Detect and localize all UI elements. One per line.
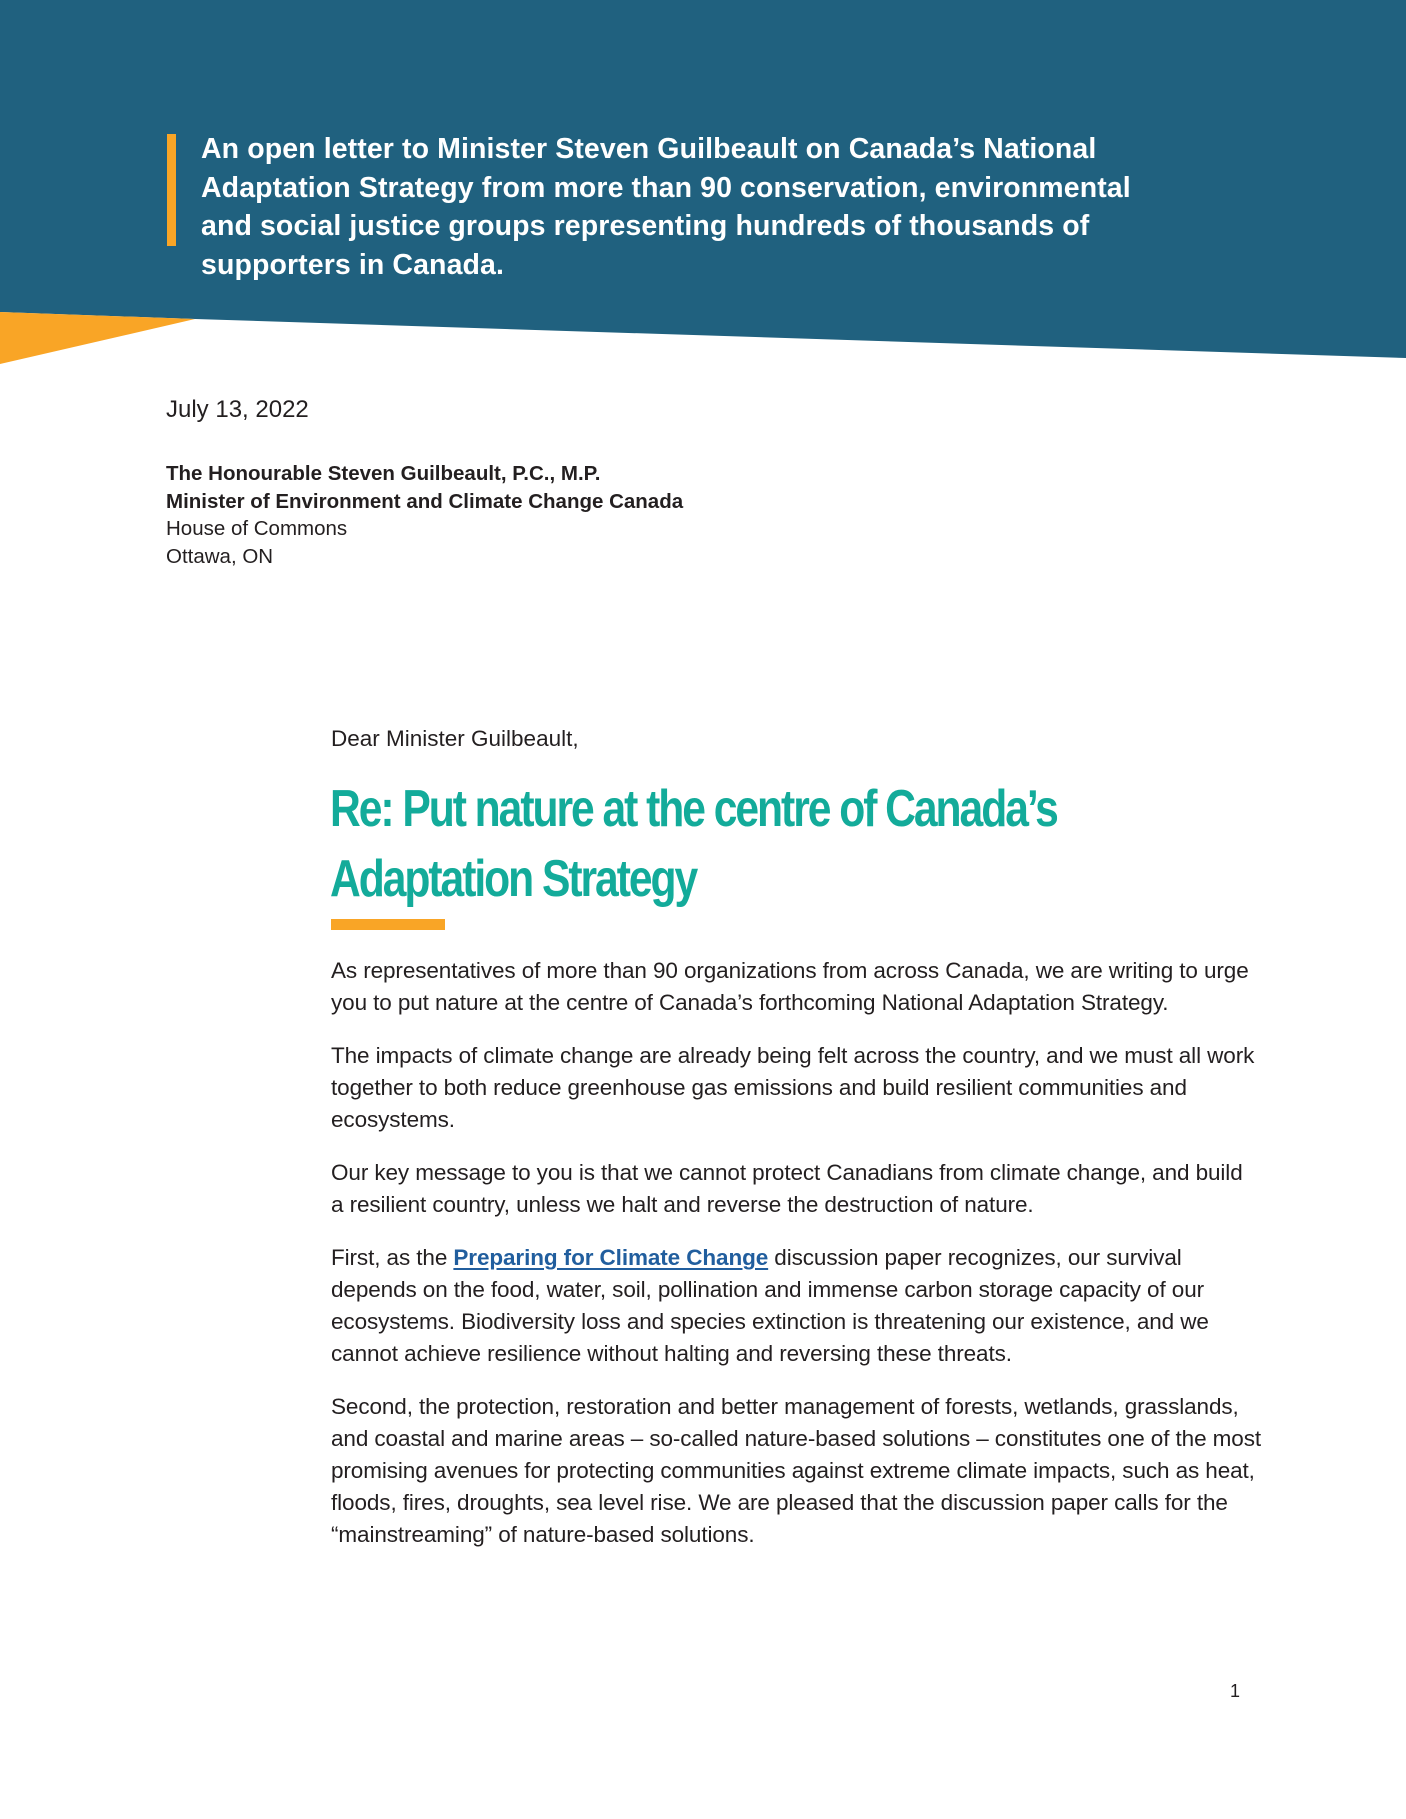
- body-paragraph: The impacts of climate change are already being felt across the country, and we must all work together to both reduce greenhouse gas emissions and build resilient communities and ecosystems.: [331, 1043, 1255, 1132]
- intro-line: supporters in Canada.: [201, 248, 504, 281]
- headline-line: Re: Put nature at the centre of Canada’s: [330, 780, 1057, 838]
- letter-date: July 13, 2022: [166, 396, 309, 423]
- intro-accent-bar: [167, 134, 176, 246]
- recipient-city: Ottawa, ON: [166, 544, 274, 568]
- page-number: 1: [1230, 1681, 1241, 1701]
- paragraph-text: discussion paper recognizes, our survival depends on the food, water, soil, pollination and immense carbon storage capacity of our ecosystems. Biodiversity loss and species extinction is threatening our existence, and we cannot achieve resilience without halting and reversing these threats.: [331, 1245, 1209, 1366]
- recipient-title: Minister of Environment and Climate Change Canada: [166, 489, 684, 513]
- intro-line: Adaptation Strategy from more than 90 conservation, environmental: [201, 171, 1131, 204]
- header-orange-wedge: [0, 312, 195, 364]
- paragraph-text: First, as the: [331, 1245, 454, 1270]
- recipient-org: House of Commons: [166, 517, 348, 540]
- intro-line: An open letter to Minister Steven Guilbeault on Canada’s National: [201, 133, 1097, 165]
- headline-line: Adaptation Strategy: [330, 850, 697, 908]
- letter-body: [331, 955, 1261, 1572]
- intro-statement: [201, 130, 1241, 284]
- body-paragraph: Our key message to you is that we cannot protect Canadians from climate change, and build a resilient country, unless we halt and reverse the destruction of nature.: [331, 1160, 1243, 1217]
- body-paragraph: [331, 1242, 1261, 1370]
- preparing-for-climate-change-link[interactable]: Preparing for Climate Change: [453, 1245, 769, 1270]
- page-title: [330, 774, 1057, 914]
- recipient-address: [166, 460, 683, 570]
- body-paragraph: Second, the protection, restoration and better management of forests, wetlands, grasslands, and coastal and marine areas – so-called nature-based solutions – constitutes one of the most promising avenues for protecting communities against extreme climate impacts, such as heat, floods, fires, droughts, sea level rise. We are pleased that the discussion paper calls for the “mainstreaming” of nature-based solutions.: [331, 1394, 1262, 1547]
- headline-underline: [331, 919, 445, 930]
- intro-line: and social justice groups representing hundreds of thousands of: [201, 210, 1090, 242]
- body-paragraph: As representatives of more than 90 organizations from across Canada, we are writing to urge you to put nature at the centre of Canada’s forthcoming National Adaptation Strategy.: [331, 958, 1249, 1015]
- salutation: Dear Minister Guilbeault,: [331, 726, 579, 751]
- recipient-name: The Honourable Steven Guilbeault, P.C., M.P.: [166, 462, 601, 485]
